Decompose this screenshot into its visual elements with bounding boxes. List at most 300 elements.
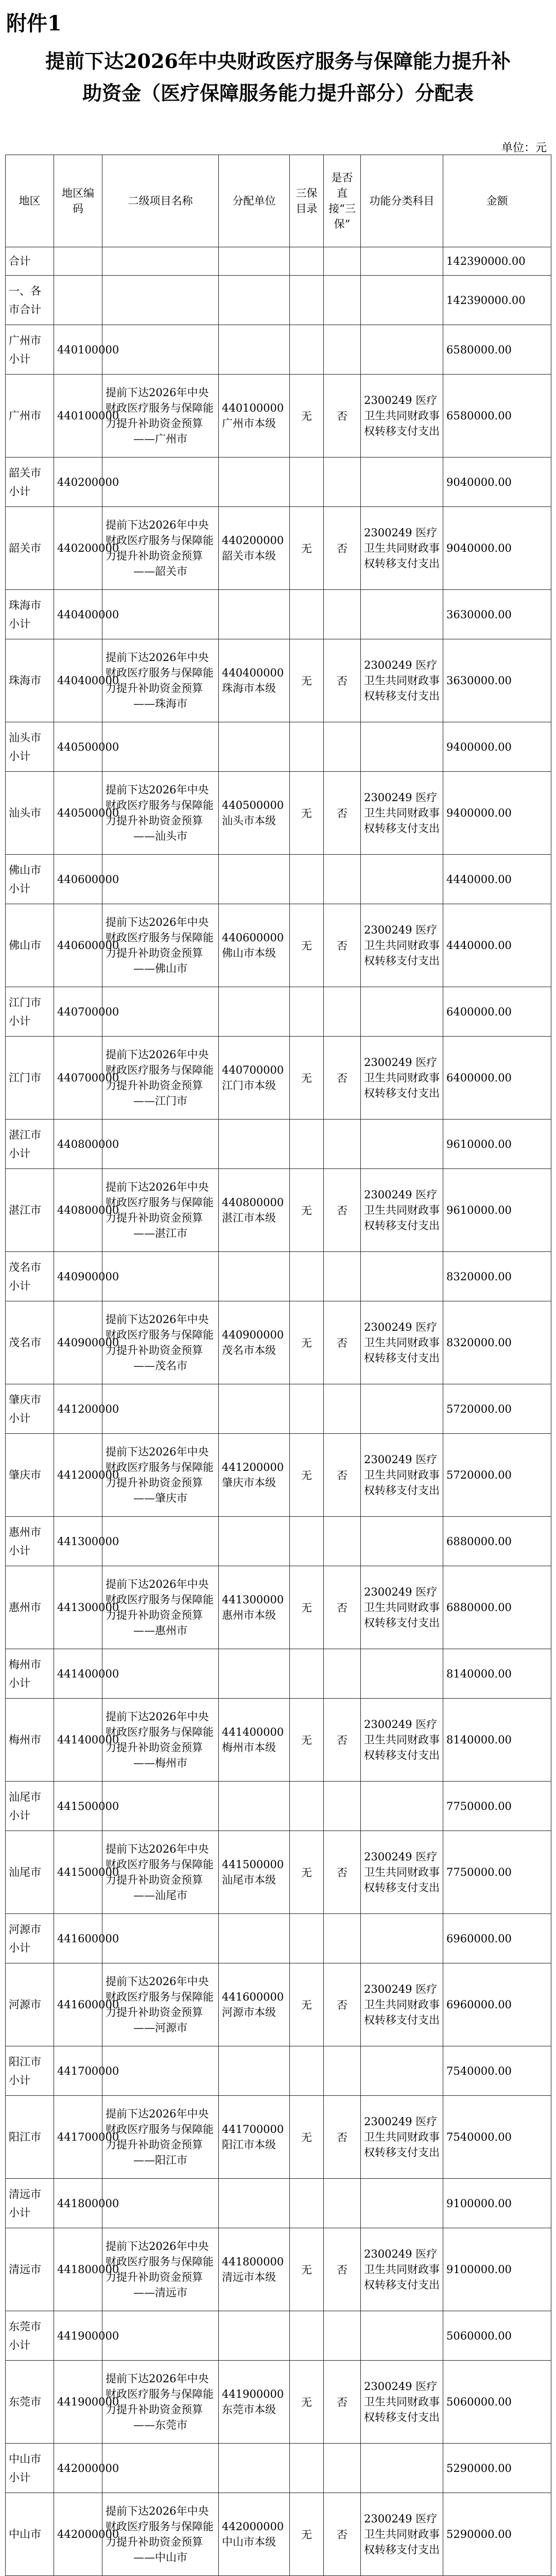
cell-region: 河源市小计 [6,1914,54,1963]
cell-project [102,590,219,639]
cell-is-three [324,722,361,772]
cell-func: 2300249 医疗卫生共同财政事权转移支付支出 [361,507,443,590]
cell-project [102,722,219,772]
cell-func [361,457,443,507]
cell-func [361,2179,443,2228]
cell-func [361,1914,443,1963]
cell-project [102,987,219,1037]
cell-amount: 9610000.00 [443,1169,551,1252]
cell-amount: 6960000.00 [443,1914,551,1963]
table-row-detail [6,2493,551,2576]
table-body [6,247,551,2576]
project-city: ——汕头市 [133,830,187,842]
project-name: 提前下达2026年中央财政医疗服务与保障能力提升补助资金预算 [106,1843,214,1886]
cell-three-guarantee [290,987,324,1037]
cell-project [102,2046,219,2096]
cell-dept [219,2046,290,2096]
table-row-subtotal [6,2179,551,2228]
cell-code: 440800000 [54,1169,102,1252]
cell-three-guarantee: 无 [290,1566,324,1649]
cell-func: 2300249 医疗卫生共同财政事权转移支付支出 [361,639,443,722]
cell-dept [219,1914,290,1963]
cell-is-three: 否 [324,1037,361,1120]
cell-project [102,1301,219,1384]
cell-dept [219,325,290,375]
project-city: ——肇庆市 [133,1492,187,1504]
cell-dept: 440500000 汕头市本级 [219,772,290,855]
project-city: ——佛山市 [133,962,187,975]
cell-func [361,1120,443,1169]
cell-project [102,507,219,590]
cell-three-guarantee [290,2444,324,2493]
cell-project [102,1169,219,1252]
project-city: ——中山市 [133,2551,187,2564]
cell-three-guarantee [290,1120,324,1169]
cell-project [102,1963,219,2046]
cell-code: 441700000 [54,2096,102,2179]
cell-code: 441600000 [54,1963,102,2046]
cell-code: 440500000 [54,722,102,772]
cell-project [102,1517,219,1566]
cell-dept: 440600000 佛山市本级 [219,904,290,987]
allocation-table [5,155,551,2576]
cell-dept: 441700000 阳江市本级 [219,2096,290,2179]
cell-dept [219,1517,290,1566]
cell-code: 440700000 [54,987,102,1037]
cell-is-three [324,1649,361,1699]
cell-is-three [324,987,361,1037]
cell-dept [219,276,290,325]
table-row-subtotal [6,1517,551,1566]
table-row-detail [6,2096,551,2179]
cell-code: 441900000 [54,2361,102,2444]
cell-project [102,1566,219,1649]
cell-code: 440100000 [54,325,102,375]
cell-project [102,772,219,855]
cell-is-three [324,1384,361,1434]
cell-code: 441300000 [54,1517,102,1566]
project-city: ——湛江市 [133,1227,187,1240]
cell-func: 2300249 医疗卫生共同财政事权转移支付支出 [361,1963,443,2046]
cell-region: 清远市 [6,2228,54,2311]
cell-dept [219,722,290,772]
table-row-detail [6,375,551,457]
project-name: 提前下达2026年中央财政医疗服务与保障能力提升补助资金预算 [106,1578,214,1621]
cell-region: 合计 [6,247,54,276]
table-row-detail [6,507,551,590]
cell-code: 441900000 [54,2311,102,2361]
cell-is-three: 否 [324,1699,361,1782]
cell-amount: 5720000.00 [443,1384,551,1434]
cell-dept: 441400000 梅州市本级 [219,1699,290,1782]
cell-amount: 5720000.00 [443,1434,551,1517]
cell-is-three [324,276,361,325]
table-row-subtotal [6,325,551,375]
cell-three-guarantee [290,722,324,772]
cell-three-guarantee: 无 [290,1434,324,1517]
project-city: ——清远市 [133,2286,187,2299]
cell-region: 佛山市小计 [6,855,54,904]
cell-region: 梅州市 [6,1699,54,1782]
cell-amount: 7540000.00 [443,2046,551,2096]
table-row-subtotal [6,1120,551,1169]
cell-project [102,457,219,507]
cell-func [361,325,443,375]
cell-code: 441500000 [54,1831,102,1914]
project-name: 提前下达2026年中央财政医疗服务与保障能力提升补助资金预算 [106,1710,214,1754]
cell-amount: 3630000.00 [443,639,551,722]
cell-three-guarantee [290,2179,324,2228]
cell-amount: 9400000.00 [443,772,551,855]
cell-amount: 5290000.00 [443,2493,551,2576]
cell-is-three: 否 [324,1301,361,1384]
cell-func: 2300249 医疗卫生共同财政事权转移支付支出 [361,1699,443,1782]
project-city: ——东莞市 [133,2419,187,2431]
cell-project [102,1252,219,1301]
cell-region: 汕头市 [6,772,54,855]
cell-code: 441400000 [54,1649,102,1699]
cell-amount: 6400000.00 [443,987,551,1037]
project-city: ——珠海市 [133,698,187,710]
cell-code: 441200000 [54,1384,102,1434]
cell-amount: 7750000.00 [443,1831,551,1914]
cell-is-three: 否 [324,2228,361,2311]
cell-project [102,2228,219,2311]
cell-three-guarantee [290,2311,324,2361]
cell-func [361,1384,443,1434]
cell-three-guarantee: 无 [290,1301,324,1384]
cell-amount: 6880000.00 [443,1566,551,1649]
cell-func [361,276,443,325]
cell-project [102,1699,219,1782]
project-city: ——汕尾市 [133,1889,187,1902]
cell-func: 2300249 医疗卫生共同财政事权转移支付支出 [361,2096,443,2179]
cell-project [102,375,219,457]
project-name: 提前下达2026年中央财政医疗服务与保障能力提升补助资金预算 [106,386,214,430]
cell-amount: 142390000.00 [443,276,551,325]
cell-func: 2300249 医疗卫生共同财政事权转移支付支出 [361,772,443,855]
cell-code: 440500000 [54,772,102,855]
cell-region: 广州市 [6,375,54,457]
cell-amount: 5060000.00 [443,2311,551,2361]
cell-region: 阳江市 [6,2096,54,2179]
cell-project [102,2493,219,2576]
cell-three-guarantee [290,457,324,507]
annex-label: 附件1 [6,11,62,36]
cell-is-three: 否 [324,2493,361,2576]
cell-is-three [324,2046,361,2096]
cell-amount: 4440000.00 [443,904,551,987]
cell-is-three [324,1252,361,1301]
col-header-project: 二级项目名称 [102,155,219,247]
cell-dept: 440900000 茂名市本级 [219,1301,290,1384]
project-name: 提前下达2026年中央财政医疗服务与保障能力提升补助资金预算 [106,1446,214,1489]
cell-dept: 440100000 广州市本级 [219,375,290,457]
project-name: 提前下达2026年中央财政医疗服务与保障能力提升补助资金预算 [106,651,214,694]
cell-is-three: 否 [324,1566,361,1649]
cell-is-three: 否 [324,2096,361,2179]
cell-code: 440100000 [54,375,102,457]
cell-amount: 5290000.00 [443,2444,551,2493]
table-row-detail [6,772,551,855]
project-name: 提前下达2026年中央财政医疗服务与保障能力提升补助资金预算 [106,2372,214,2416]
cell-amount: 8320000.00 [443,1252,551,1301]
cell-dept [219,2179,290,2228]
cell-amount: 142390000.00 [443,247,551,276]
cell-is-three [324,2444,361,2493]
project-name: 提前下达2026年中央财政医疗服务与保障能力提升补助资金预算 [106,1313,214,1357]
cell-region: 惠州市小计 [6,1517,54,1566]
cell-dept [219,590,290,639]
project-city: ——广州市 [133,433,187,445]
cell-three-guarantee: 无 [290,1699,324,1782]
cell-func: 2300249 医疗卫生共同财政事权转移支付支出 [361,2493,443,2576]
cell-code: 440600000 [54,904,102,987]
cell-region: 汕尾市 [6,1831,54,1914]
cell-three-guarantee [290,1914,324,1963]
cell-region: 江门市 [6,1037,54,1120]
table-row-detail [6,639,551,722]
table-row-subtotal [6,2311,551,2361]
cell-func: 2300249 医疗卫生共同财政事权转移支付支出 [361,904,443,987]
cell-amount: 6400000.00 [443,1037,551,1120]
col-header-is-three: 是否直接“三保” [324,155,361,247]
unit-label: 单位：元 [501,142,547,155]
cell-is-three: 否 [324,904,361,987]
cell-func [361,2311,443,2361]
cell-func [361,2444,443,2493]
cell-region: 东莞市小计 [6,2311,54,2361]
cell-code: 441700000 [54,2046,102,2096]
table-row-total [6,247,551,276]
cell-three-guarantee: 无 [290,1831,324,1914]
project-city: ——阳江市 [133,2154,187,2166]
cell-code [54,276,102,325]
col-header-func: 功能分类科目 [361,155,443,247]
cell-func [361,2046,443,2096]
table-row-detail [6,1169,551,1252]
cell-three-guarantee [290,1517,324,1566]
cell-is-three [324,247,361,276]
cell-region: 东莞市 [6,2361,54,2444]
cell-region: 阳江市小计 [6,2046,54,2096]
cell-project [102,855,219,904]
cell-func [361,590,443,639]
cell-code: 441800000 [54,2228,102,2311]
cell-func [361,855,443,904]
cell-dept: 441300000 惠州市本级 [219,1566,290,1649]
cell-three-guarantee [290,590,324,639]
cell-func: 2300249 医疗卫生共同财政事权转移支付支出 [361,1566,443,1649]
project-city: ——惠州市 [133,1624,187,1637]
cell-three-guarantee: 无 [290,2228,324,2311]
cell-code: 440800000 [54,1120,102,1169]
cell-is-three [324,1517,361,1566]
cell-region: 汕尾市小计 [6,1782,54,1831]
cell-dept: 440800000 湛江市本级 [219,1169,290,1252]
cell-dept [219,987,290,1037]
cell-is-three: 否 [324,1831,361,1914]
cell-func: 2300249 医疗卫生共同财政事权转移支付支出 [361,1037,443,1120]
title-line-2: 助资金（医疗保障服务能力提升部分）分配表 [82,81,474,105]
cell-func: 2300249 医疗卫生共同财政事权转移支付支出 [361,1831,443,1914]
cell-func: 2300249 医疗卫生共同财政事权转移支付支出 [361,2361,443,2444]
table-row-subtotal [6,1782,551,1831]
cell-is-three [324,457,361,507]
cell-three-guarantee [290,1252,324,1301]
cell-dept: 441800000 清远市本级 [219,2228,290,2311]
cell-region: 汕头市小计 [6,722,54,772]
cell-code: 441400000 [54,1699,102,1782]
cell-amount: 5060000.00 [443,2361,551,2444]
cell-region: 韶关市 [6,507,54,590]
cell-func [361,1517,443,1566]
cell-region: 茂名市小计 [6,1252,54,1301]
cell-project [102,1384,219,1434]
cell-project [102,1782,219,1831]
cell-region: 肇庆市 [6,1434,54,1517]
cell-code [54,247,102,276]
cell-func: 2300249 医疗卫生共同财政事权转移支付支出 [361,1301,443,1384]
cell-code: 440700000 [54,1037,102,1120]
cell-code: 440600000 [54,855,102,904]
cell-dept [219,457,290,507]
table-row-subtotal [6,276,551,325]
cell-code: 440900000 [54,1301,102,1384]
cell-func [361,1649,443,1699]
table-row-detail [6,1699,551,1782]
cell-region: 广州市小计 [6,325,54,375]
table-row-detail [6,904,551,987]
cell-dept: 441500000 汕尾市本级 [219,1831,290,1914]
cell-dept [219,1649,290,1699]
cell-code: 441600000 [54,1914,102,1963]
cell-amount: 4440000.00 [443,855,551,904]
cell-three-guarantee: 无 [290,1963,324,2046]
table-header-row [6,155,551,247]
cell-code: 440400000 [54,590,102,639]
table-row-subtotal [6,855,551,904]
cell-region: 茂名市 [6,1301,54,1384]
project-name: 提前下达2026年中央财政医疗服务与保障能力提升补助资金预算 [106,916,214,959]
col-header-three-guarantee: 三保目录 [290,155,324,247]
cell-is-three: 否 [324,375,361,457]
cell-region: 中山市小计 [6,2444,54,2493]
cell-three-guarantee: 无 [290,1169,324,1252]
cell-func: 2300249 医疗卫生共同财政事权转移支付支出 [361,1169,443,1252]
project-city: ——韶关市 [133,565,187,578]
cell-func [361,247,443,276]
cell-three-guarantee: 无 [290,2493,324,2576]
cell-dept: 440200000 韶关市本级 [219,507,290,590]
cell-amount: 7540000.00 [443,2096,551,2179]
cell-project [102,2311,219,2361]
cell-dept [219,1782,290,1831]
title-line-1: 提前下达2026年中央财政医疗服务与保障能力提升补 [45,49,511,73]
cell-code: 440900000 [54,1252,102,1301]
cell-amount: 9610000.00 [443,1120,551,1169]
cell-code: 440400000 [54,639,102,722]
cell-is-three [324,590,361,639]
cell-three-guarantee: 无 [290,2361,324,2444]
cell-is-three: 否 [324,507,361,590]
cell-func [361,722,443,772]
cell-amount: 9040000.00 [443,457,551,507]
col-header-region: 地区 [6,155,54,247]
cell-code: 441200000 [54,1434,102,1517]
cell-amount: 8320000.00 [443,1301,551,1384]
table-row-subtotal [6,987,551,1037]
cell-three-guarantee: 无 [290,772,324,855]
cell-project [102,1037,219,1120]
cell-is-three [324,855,361,904]
cell-project [102,1831,219,1914]
cell-dept: 441900000 东莞市本级 [219,2361,290,2444]
cell-dept: 440400000 珠海市本级 [219,639,290,722]
cell-three-guarantee [290,247,324,276]
cell-region: 一、各市合计 [6,276,54,325]
table-row-subtotal [6,1252,551,1301]
cell-code: 441300000 [54,1566,102,1649]
table-row-subtotal [6,1914,551,1963]
cell-amount: 6580000.00 [443,325,551,375]
cell-dept: 442000000 中山市本级 [219,2493,290,2576]
table-row-detail [6,1434,551,1517]
cell-is-three [324,1120,361,1169]
cell-project [102,1649,219,1699]
cell-code: 442000000 [54,2493,102,2576]
cell-project [102,2096,219,2179]
table-row-subtotal [6,2046,551,2096]
cell-region: 珠海市小计 [6,590,54,639]
cell-dept [219,2311,290,2361]
table-row-detail [6,1037,551,1120]
cell-amount: 3630000.00 [443,590,551,639]
cell-is-three [324,325,361,375]
cell-region: 珠海市 [6,639,54,722]
cell-three-guarantee: 无 [290,2096,324,2179]
cell-project [102,904,219,987]
cell-is-three: 否 [324,1963,361,2046]
project-name: 提前下达2026年中央财政医疗服务与保障能力提升补助资金预算 [106,2240,214,2283]
table-row-detail [6,1566,551,1649]
cell-is-three [324,2179,361,2228]
cell-region: 清远市小计 [6,2179,54,2228]
cell-is-three [324,1782,361,1831]
cell-three-guarantee [290,1649,324,1699]
cell-project [102,2179,219,2228]
cell-is-three: 否 [324,639,361,722]
cell-is-three: 否 [324,772,361,855]
cell-amount: 8140000.00 [443,1649,551,1699]
cell-three-guarantee [290,276,324,325]
col-header-dept: 分配单位 [219,155,290,247]
project-city: ——江门市 [133,1095,187,1107]
table-row-detail [6,2228,551,2311]
cell-func [361,1782,443,1831]
cell-three-guarantee: 无 [290,1037,324,1120]
project-name: 提前下达2026年中央财政医疗服务与保障能力提升补助资金预算 [106,1975,214,2019]
cell-project [102,2444,219,2493]
cell-region: 韶关市小计 [6,457,54,507]
table-row-detail [6,1301,551,1384]
cell-amount: 9040000.00 [443,507,551,590]
cell-three-guarantee [290,2046,324,2096]
cell-func: 2300249 医疗卫生共同财政事权转移支付支出 [361,1434,443,1517]
cell-is-three: 否 [324,1169,361,1252]
cell-amount: 9400000.00 [443,722,551,772]
cell-three-guarantee: 无 [290,507,324,590]
